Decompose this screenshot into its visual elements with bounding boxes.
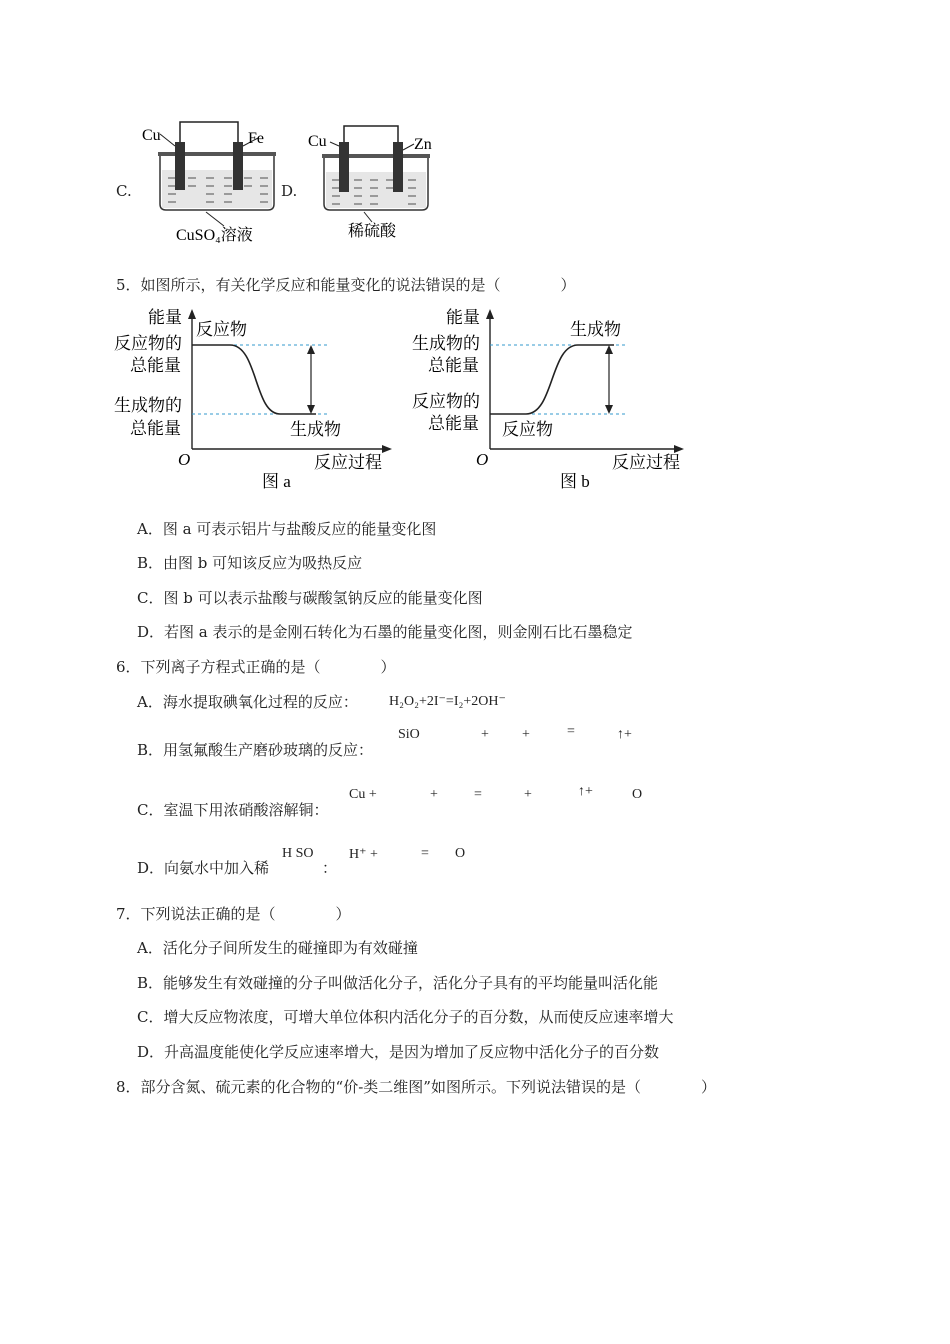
- q4-c-fe-electrode: [233, 142, 243, 190]
- q6-d-formula-part: H⁺ +: [349, 847, 378, 862]
- q4-d-cu-electrode: [339, 142, 349, 192]
- q4-d-solution-label: 稀硫酸: [348, 223, 397, 240]
- q5-b-y-axis: 能量: [446, 308, 480, 327]
- q4-c-left-label: Cu: [142, 127, 161, 144]
- q6-d-formula-part: O: [455, 846, 466, 861]
- q4-d-right-label: Zn: [414, 136, 432, 153]
- q6-c-formula-part: +: [524, 787, 532, 802]
- q6-b-formula-part: +: [522, 727, 530, 742]
- q5-b-high-label-2: 总能量: [428, 356, 479, 375]
- q6-c-formula-part: =: [474, 787, 482, 802]
- q6-c-formula-part: +: [430, 787, 438, 802]
- q5-option-a: A．图 a 可表示铝片与盐酸反应的能量变化图: [137, 520, 437, 538]
- q6-b-formula-part: SiO: [398, 727, 420, 742]
- q4-c-cu-electrode: [175, 142, 185, 190]
- q5-b-high-label-1: 生成物的: [412, 334, 480, 353]
- q5-b-end-label: 生成物: [570, 320, 621, 339]
- q5-a-high-label-2: 总能量: [130, 356, 181, 375]
- q4-option-d-label: D.: [281, 182, 298, 200]
- q6-stem: 6．下列离子方程式正确的是（ ）: [116, 658, 396, 676]
- q5-a-low-label-1: 生成物的: [114, 396, 182, 415]
- q5-figure-b: [408, 303, 698, 493]
- q5-option-d: D．若图 a 表示的是金刚石转化为石墨的能量变化图，则金刚石比石墨稳定: [137, 623, 633, 641]
- q5-b-low-label-2: 总能量: [428, 414, 479, 433]
- q5-stem: 5．如图所示，有关化学反应和能量变化的说法错误的是（ ）: [116, 276, 576, 294]
- q7-option-d: D．升高温度能使化学反应速率增大，是因为增加了反应物中活化分子的百分数: [137, 1043, 660, 1061]
- q5-a-low-label-2: 总能量: [130, 419, 181, 438]
- q5-b-energy-curve: [490, 345, 614, 414]
- q6-d-formula-part: H SO: [282, 846, 314, 861]
- q6-option-b: B．用氢氟酸生产磨砂玻璃的反应：: [137, 741, 374, 759]
- q7-option-a: A．活化分子间所发生的碰撞即为有效碰撞: [137, 939, 418, 957]
- q5-a-start-label: 反应物: [196, 320, 247, 339]
- q6-c-formula-part: Cu +: [349, 787, 377, 802]
- q6-c-formula-part: ↑+: [578, 784, 593, 799]
- q5-b-x-axis: 反应过程: [612, 453, 680, 472]
- q5-a-x-axis: 反应过程: [314, 453, 382, 472]
- q5-option-b: B．由图 b 可知该反应为吸热反应: [137, 554, 363, 572]
- q5-a-origin: O: [178, 450, 191, 469]
- q5-a-high-label-1: 反应物的: [114, 334, 182, 353]
- q5-b-origin: O: [476, 450, 489, 469]
- q6-b-formula-part: +: [481, 727, 489, 742]
- q4-d-left-label: Cu: [308, 133, 327, 150]
- q4-cell-d-diagram: [306, 122, 446, 242]
- q6-option-a-formula: H₂O₂+2I⁻=I₂+2OH⁻: [389, 694, 506, 709]
- q4-d-zn-electrode: [393, 142, 403, 192]
- q7-option-b: B．能够发生有效碰撞的分子叫做活化分子，活化分子具有的平均能量叫活化能: [137, 974, 659, 992]
- q6-d-formula-part: =: [421, 846, 429, 861]
- q7-stem: 7．下列说法正确的是（ ）: [116, 905, 351, 923]
- q6-option-d: D．向氨水中加入稀: [137, 859, 270, 877]
- q8-stem: 8．部分含氮、硫元素的化合物的“价-类二维图”如图所示。下列说法错误的是（ ）: [116, 1078, 716, 1096]
- q4-c-right-label: Fe: [248, 130, 264, 147]
- q6-option-c: C．室温下用浓硝酸溶解铜：: [137, 801, 329, 819]
- q5-b-low-label-1: 反应物的: [412, 392, 480, 411]
- q5-a-y-axis: 能量: [148, 308, 182, 327]
- q5-a-energy-curve: [192, 345, 316, 414]
- q6-b-formula-part: =: [567, 724, 575, 739]
- q6-b-formula-part: ↑+: [617, 727, 632, 742]
- q4-option-c-label: C.: [116, 182, 132, 200]
- q4-c-solution-label: CuSO₄溶液: [176, 227, 253, 244]
- q7-option-c: C．增大反应物浓度，可增大单位体积内活化分子的百分数，从而使反应速率增大: [137, 1008, 674, 1026]
- q4-cell-c-diagram: [140, 116, 290, 244]
- q6-option-a: A．海水提取碘氧化过程的反应：: [137, 693, 358, 711]
- q5-a-end-label: 生成物: [290, 420, 341, 439]
- q6-d-colon: ：: [322, 859, 338, 877]
- q5-figure-a: [110, 303, 400, 493]
- q6-c-formula-part: O: [632, 787, 643, 802]
- q5-b-caption: 图 b: [560, 472, 590, 491]
- q5-a-caption: 图 a: [262, 472, 291, 491]
- q5-option-c: C．图 b 可以表示盐酸与碳酸氢钠反应的能量变化图: [137, 589, 483, 607]
- q5-b-start-label: 反应物: [502, 420, 553, 439]
